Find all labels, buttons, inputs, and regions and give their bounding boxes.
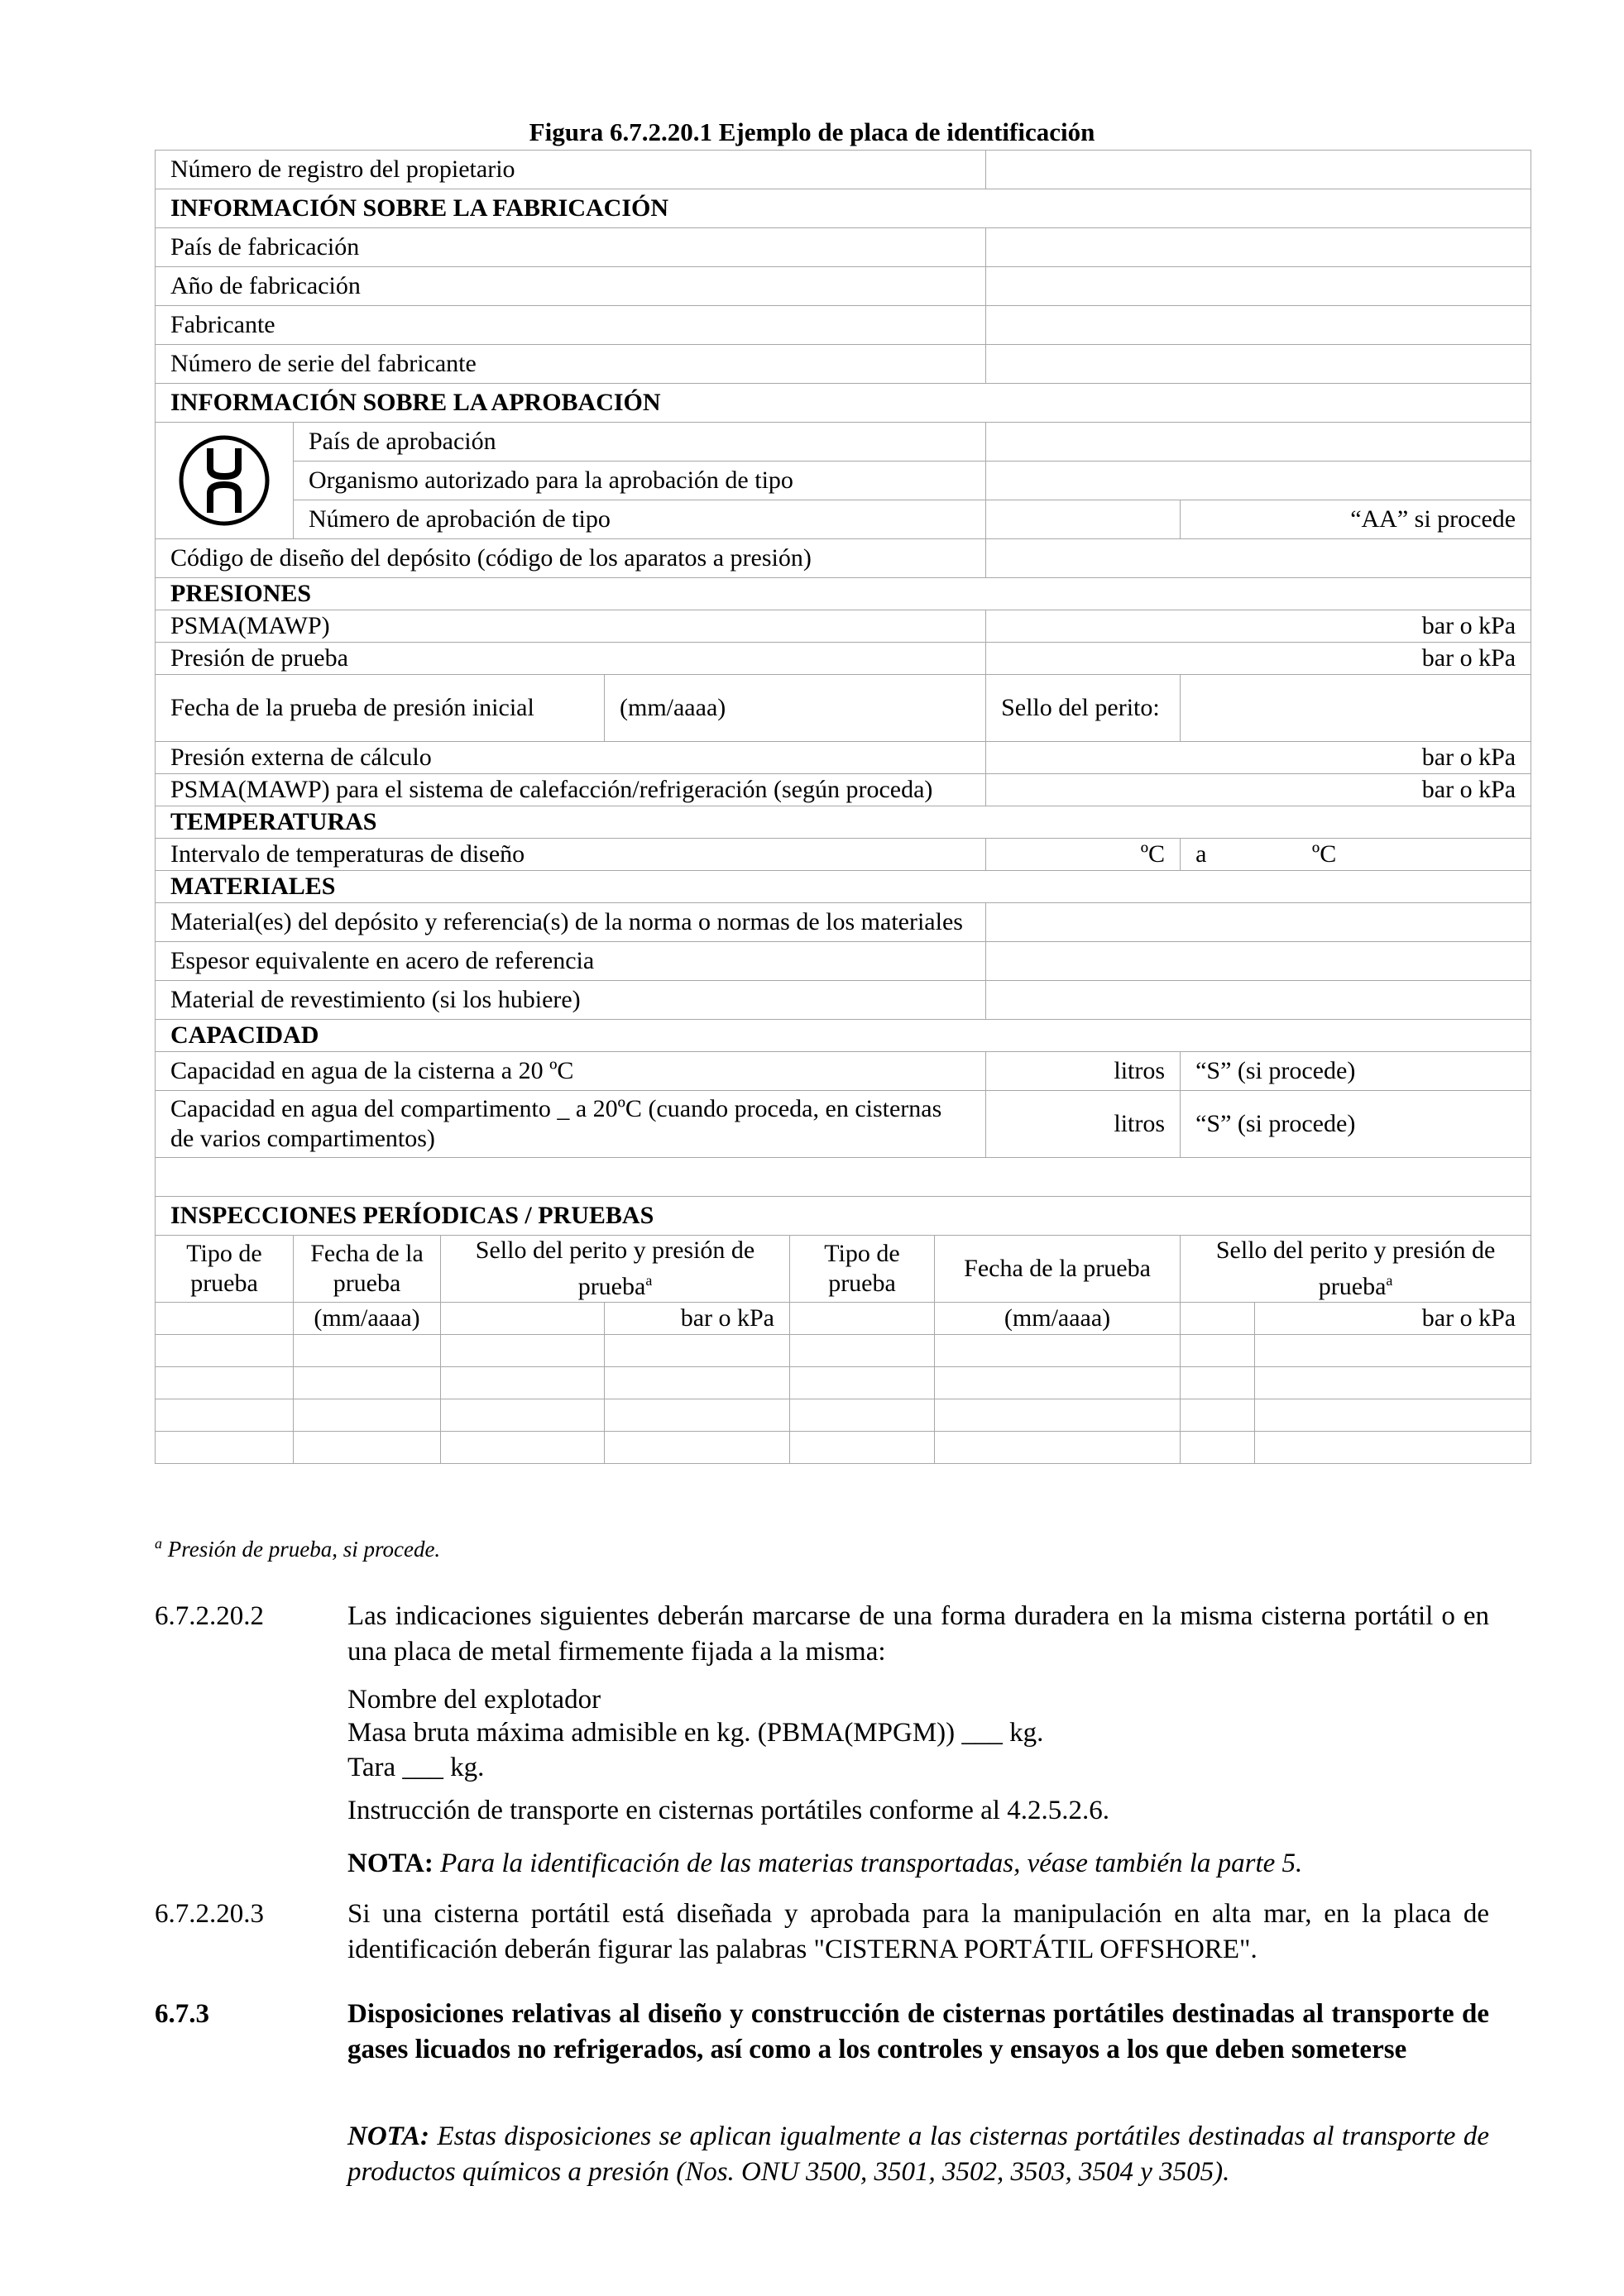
external-pressure-unit: bar o kPa: [986, 742, 1531, 774]
external-pressure-label: Presión externa de cálculo: [156, 742, 986, 774]
seal-pressure-header-2: Sello del perito y presión de prueba$^a$: [1181, 1236, 1531, 1303]
insp-subhead-empty-2: [790, 1303, 935, 1335]
year-mfg-label: Año de fabricación: [156, 267, 986, 306]
owner-reg-label: Número de registro del propietario: [156, 151, 986, 189]
manufacturer-label: Fabricante: [156, 306, 986, 345]
compartment-capacity-s: “S” (si procede): [1181, 1091, 1531, 1158]
note-6-7-3: [347, 2119, 1489, 2190]
design-code-label: Código de diseño del depósito (código de los aparatos a presión): [156, 539, 986, 578]
note-label: NOTA:: [347, 2121, 429, 2151]
country-approval-value: [986, 423, 1531, 462]
owner-reg-value: [986, 151, 1531, 189]
insp-unit-2: bar o kPa: [1255, 1303, 1531, 1335]
footnote: [155, 1535, 440, 1562]
pressures-header: PRESIONES: [156, 578, 1531, 610]
note-text: Para la identificación de las materias transportadas, véase también la parte 5.: [433, 1849, 1303, 1878]
un-logo-cell: [156, 423, 294, 539]
country-mfg-value: [986, 228, 1531, 267]
section-number-6-7-3: 6.7.3: [155, 1999, 209, 2029]
mawp-label: PSMA(MAWP): [156, 610, 986, 643]
design-code-value: [986, 539, 1531, 578]
temp-max-unit: ºC: [1311, 840, 1337, 868]
approval-header: INFORMACIÓN SOBRE LA APROBACIÓN: [156, 384, 1531, 423]
inspection-row: [156, 1432, 1531, 1464]
note-label: NOTA:: [347, 1849, 434, 1878]
insp-unit-1: bar o kPa: [605, 1303, 790, 1335]
section-number-6-7-2-20-2: 6.7.2.20.2: [155, 1601, 264, 1631]
aa-if-applicable: “AA” si procede: [1181, 500, 1531, 539]
tare-line: Tara ___ kg.: [347, 1753, 485, 1782]
approval-number-label: Número de aprobación de tipo: [294, 500, 986, 539]
operator-name-line: Nombre del explotador: [347, 1685, 601, 1715]
identification-plate-table: [155, 150, 1531, 1464]
lining-value: [986, 981, 1531, 1020]
shell-material-value: [986, 903, 1531, 942]
insp-date-format-1: (mm/aaaa): [294, 1303, 441, 1335]
insp-subhead-empty-1: [156, 1303, 294, 1335]
serial-value: [986, 345, 1531, 384]
initial-test-date-format: (mm/aaaa): [605, 675, 986, 742]
lining-label: Material de revestimiento (si los hubiere): [156, 981, 986, 1020]
max-gross-mass-line: Masa bruta máxima admisible en kg. (PBMA(MPGM)) ___ kg.: [347, 1718, 1044, 1748]
temperatures-header: TEMPERATURAS: [156, 806, 1531, 839]
inspection-row: [156, 1367, 1531, 1399]
compartment-capacity-unit: litros: [986, 1091, 1181, 1158]
manufacturer-value: [986, 306, 1531, 345]
tank-capacity-label: Capacidad en agua de la cisterna a 20 ºC: [156, 1052, 986, 1091]
equiv-thickness-label: Espesor equivalente en acero de referencia: [156, 942, 986, 981]
expert-seal-label: Sello del perito:: [986, 675, 1181, 742]
temp-max-cell: [1181, 839, 1531, 871]
compartment-capacity-label: Capacidad en agua del compartimento _ a 20ºC (cuando proceda, en cisternas de varios compartimentos): [156, 1091, 986, 1158]
section-text-6-7-2-20-3: Si una cisterna portátil está diseñada y aprobada para la manipulación en alta mar, en la placa de identificación deberán figurar las palabras "CISTERNA PORTÁTIL OFFSHORE".: [347, 1899, 1489, 1964]
shell-material-label: Material(es) del depósito y referencia(s) de la norma o normas de los materiales: [156, 903, 986, 942]
test-date-header-2: Fecha de la prueba: [935, 1236, 1181, 1303]
materials-header: MATERIALES: [156, 871, 1531, 903]
test-type-header-1: Tipo de prueba: [156, 1236, 294, 1303]
footnote-mark: a: [155, 1535, 162, 1552]
year-mfg-value: [986, 267, 1531, 306]
inspection-row: [156, 1399, 1531, 1432]
country-mfg-label: País de fabricación: [156, 228, 986, 267]
temp-to-label: a: [1195, 840, 1207, 868]
equiv-thickness-value: [986, 942, 1531, 981]
test-date-header-1: Fecha de la prueba: [294, 1236, 441, 1303]
un-logo-icon: [179, 435, 270, 526]
inspection-row: [156, 1335, 1531, 1367]
mawp-unit: bar o kPa: [986, 610, 1531, 643]
serial-label: Número de serie del fabricante: [156, 345, 986, 384]
section-title-6-7-3: Disposiciones relativas al diseño y construcción de cisternas portátiles destinadas al transporte de gases licuados no refrigerados, así como a los controles y ensayos a los que deben someterse: [347, 1999, 1489, 2064]
note-text: Estas disposiciones se aplican igualmente a las cisternas portátiles destinadas al transporte de productos químicos a presión (Nos. ONU 3500, 3501, 3502, 3503, 3504 y 3505).: [347, 2121, 1489, 2187]
temp-min-unit: ºC: [986, 839, 1181, 871]
footnote-text: Presión de prueba, si procede.: [162, 1537, 441, 1562]
section-text-6-7-2-20-2: Las indicaciones siguientes deberán marcarse de una forma duradera en la misma cisterna portátil o en una placa de metal firmemente fijada a la misma:: [347, 1601, 1489, 1667]
temp-range-label: Intervalo de temperaturas de diseño: [156, 839, 986, 871]
note-6-7-2-20-2: [347, 1846, 1302, 1882]
test-type-header-2: Tipo de prueba: [790, 1236, 935, 1303]
mfg-header: INFORMACIÓN SOBRE LA FABRICACIÓN: [156, 189, 1531, 228]
approval-body-value: [986, 462, 1531, 500]
approval-number-value: [986, 500, 1181, 539]
test-pressure-unit: bar o kPa: [986, 643, 1531, 675]
spacer-row: [156, 1158, 1531, 1197]
capacity-header: CAPACIDAD: [156, 1020, 1531, 1052]
section-number-6-7-2-20-3: 6.7.2.20.3: [155, 1899, 264, 1929]
insp-date-format-2: (mm/aaaa): [935, 1303, 1181, 1335]
mawp-heating-label: PSMA(MAWP) para el sistema de calefacción/refrigeración (según proceda): [156, 774, 986, 806]
insp-seal-1: [441, 1303, 605, 1335]
transport-instruction-line: Instrucción de transporte en cisternas portátiles conforme al 4.2.5.2.6.: [347, 1796, 1109, 1825]
insp-seal-2: [1181, 1303, 1255, 1335]
approval-body-label: Organismo autorizado para la aprobación de tipo: [294, 462, 986, 500]
country-approval-label: País de aprobación: [294, 423, 986, 462]
mawp-heating-unit: bar o kPa: [986, 774, 1531, 806]
tank-capacity-unit: litros: [986, 1052, 1181, 1091]
figure-title: Figura 6.7.2.20.1 Ejemplo de placa de identificación: [529, 117, 1095, 146]
test-pressure-label: Presión de prueba: [156, 643, 986, 675]
inspections-header: INSPECCIONES PERÍODICAS / PRUEBAS: [156, 1197, 1531, 1236]
expert-seal-value: [1181, 675, 1531, 742]
initial-test-date-label: Fecha de la prueba de presión inicial: [156, 675, 605, 742]
seal-pressure-header-1: Sello del perito y presión de prueba$^a$: [441, 1236, 790, 1303]
tank-capacity-s: “S” (si procede): [1181, 1052, 1531, 1091]
